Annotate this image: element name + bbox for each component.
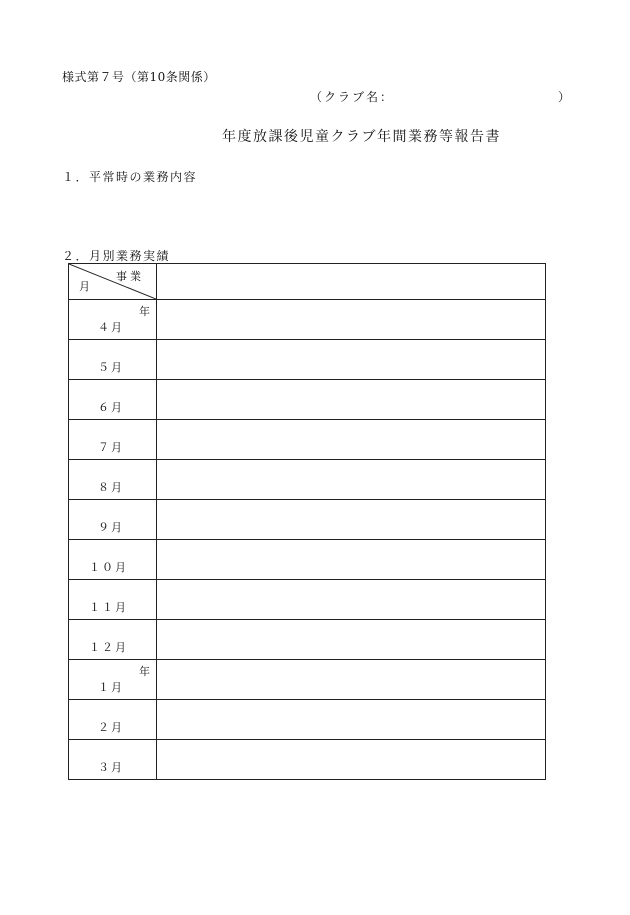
month-label: ８月 [98, 481, 124, 494]
month-cell [69, 500, 157, 540]
table-row [69, 580, 546, 620]
month-content-cell[interactable] [157, 380, 546, 420]
month-label: ２月 [98, 721, 124, 734]
month-content-cell[interactable] [157, 700, 546, 740]
table-row [69, 540, 546, 580]
month-content-cell[interactable] [157, 540, 546, 580]
form-number: 様式第７号（第10条関係） [62, 70, 216, 84]
table-row [69, 740, 546, 780]
table-row [69, 620, 546, 660]
month-cell [69, 340, 157, 380]
section-2-heading: ２．月別業務実績 [62, 249, 171, 263]
month-label: １月 [98, 681, 124, 694]
table-row [69, 500, 546, 540]
month-label: ６月 [98, 401, 124, 414]
month-content-cell[interactable] [157, 580, 546, 620]
club-name-close-paren: ） [558, 90, 571, 104]
month-cell [69, 300, 157, 340]
document-title: 年度放課後児童クラブ年間業務等報告書 [222, 129, 501, 145]
month-content-cell[interactable] [157, 660, 546, 700]
month-label: １２月 [89, 641, 128, 654]
month-cell [69, 620, 157, 660]
month-cell [69, 380, 157, 420]
month-content-cell[interactable] [157, 300, 546, 340]
table-row [69, 700, 546, 740]
header-business-label: 事業 [116, 270, 144, 283]
month-cell [69, 700, 157, 740]
month-label: １０月 [89, 561, 128, 574]
month-label: ７月 [98, 441, 124, 454]
table-row [69, 340, 546, 380]
table-row [69, 460, 546, 500]
club-name-label: （クラブ名： [310, 90, 395, 104]
month-content-cell[interactable] [157, 500, 546, 540]
table-row [69, 300, 546, 340]
month-content-cell[interactable] [157, 740, 546, 780]
year-mark: 年 [139, 665, 150, 678]
header-month-label: 月 [79, 280, 90, 293]
month-content-cell[interactable] [157, 340, 546, 380]
month-cell [69, 540, 157, 580]
month-content-cell[interactable] [157, 420, 546, 460]
year-mark: 年 [139, 305, 150, 318]
header-diagonal-cell [69, 264, 157, 300]
section-1-heading: １．平常時の業務内容 [62, 170, 198, 184]
month-label: ３月 [98, 761, 124, 774]
month-content-cell[interactable] [157, 620, 546, 660]
month-label: ４月 [98, 321, 124, 334]
month-label: １１月 [89, 601, 128, 614]
table-header-row [69, 264, 546, 300]
monthly-report-table [68, 263, 546, 780]
month-cell [69, 660, 157, 700]
header-content-cell [157, 264, 546, 300]
month-label: ９月 [98, 521, 124, 534]
table-row [69, 380, 546, 420]
month-cell [69, 460, 157, 500]
table-row [69, 420, 546, 460]
month-label: ５月 [98, 361, 124, 374]
month-cell [69, 740, 157, 780]
table-row [69, 660, 546, 700]
month-content-cell[interactable] [157, 460, 546, 500]
month-cell [69, 420, 157, 460]
month-cell [69, 580, 157, 620]
